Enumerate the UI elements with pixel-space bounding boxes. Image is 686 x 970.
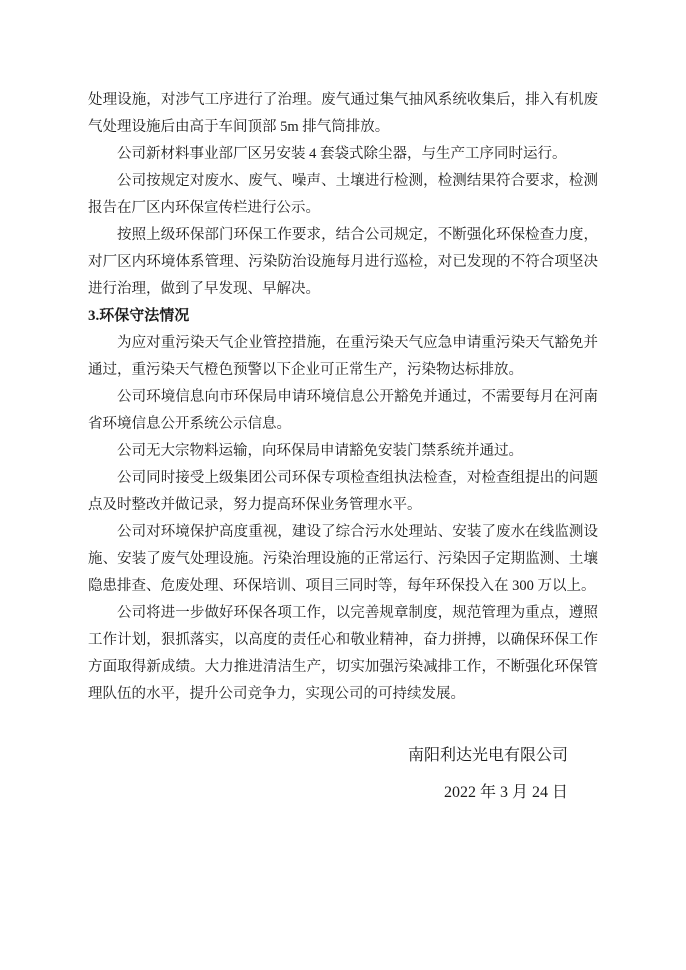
paragraph: 为应对重污染天气企业管控措施，在重污染天气应急申请重污染天气豁免并通过，重污染天气橙色预警以下企业可正常生产，污染物达标排放。 bbox=[88, 335, 598, 378]
paragraph: 公司环境信息向市环保局申请环境信息公开豁免并通过，不需要每月在河南省环境信息公开系统公示信息。 bbox=[88, 389, 598, 432]
signature-date: 2022 年 3 月 24 日 bbox=[443, 784, 568, 801]
paragraph: 公司对环境保护高度重视，建设了综合污水处理站、安装了废水在线监测设施、安装了废气处理设施。污染治理设施的正常运行、污染因子定期监测、土壤隐患排查、危废处理、环保培训、项目三同时等，每年环保投入在 300 万以上。 bbox=[88, 524, 598, 594]
document-body bbox=[88, 87, 598, 708]
paragraph: 公司按规定对废水、废气、噪声、土壤进行检测，检测结果符合要求，检测报告在厂区内环保宣传栏进行公示。 bbox=[88, 173, 598, 216]
paragraph: 公司无大宗物料运输，向环保局申请豁免安装门禁系统并通过。 bbox=[117, 443, 523, 459]
paragraph: 公司新材料事业部厂区另安装 4 套袋式除尘器，与生产工序同时运行。 bbox=[117, 146, 567, 162]
paragraph: 处理设施，对涉气工序进行了治理。废气通过集气抽风系统收集后，排入有机废气处理设施后由高于车间顶部 5m 排气筒排放。 bbox=[88, 92, 598, 135]
paragraph: 按照上级环保部门环保工作要求，结合公司规定，不断强化环保检查力度，对厂区内环境体系管理、污染防治设施每月进行巡检，对已发现的不符合项坚决进行治理，做到了早发现、早解决。 bbox=[88, 227, 598, 297]
paragraph: 公司同时接受上级集团公司环保专项检查组执法检查，对检查组提出的问题点及时整改并做记录，努力提高环保业务管理水平。 bbox=[88, 470, 598, 513]
paragraph: 公司将进一步做好环保各项工作，以完善规章制度，规范管理为重点，遵照工作计划，狠抓落实，以高度的责任心和敬业精神，奋力拼搏，以确保环保工作方面取得新成绩。大力推进清洁生产，切实加强污染减排工作，不断强化环保管理队伍的水平，提升公司竞争力，实现公司的可持续发展。 bbox=[88, 605, 598, 702]
signature-block bbox=[88, 742, 598, 806]
signature-company: 南阳利达光电有限公司 bbox=[407, 747, 568, 764]
section-heading: 3.环保守法情况 bbox=[88, 308, 190, 324]
